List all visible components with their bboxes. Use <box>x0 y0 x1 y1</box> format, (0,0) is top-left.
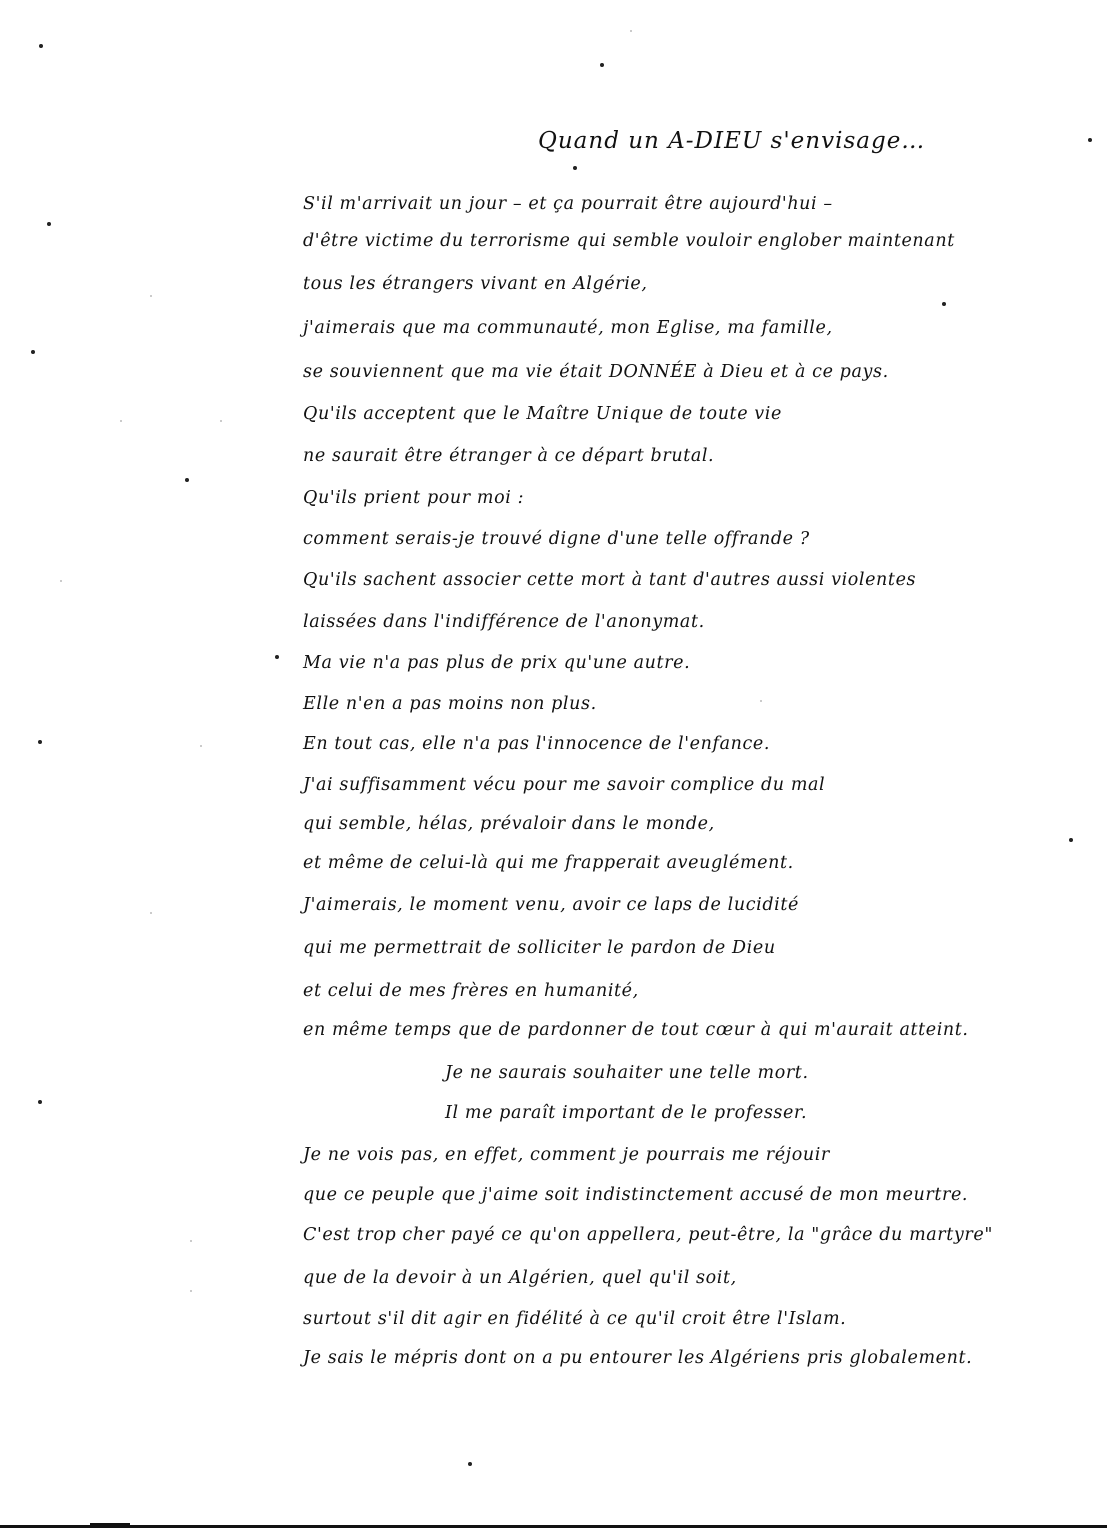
text-line: comment serais-je trouvé digne d'une telle offrande ? <box>303 529 810 549</box>
text-line: ne saurait être étranger à ce départ brutal. <box>303 446 715 466</box>
bottom-edge-line <box>0 1525 1107 1528</box>
scan-speck <box>200 745 202 747</box>
scan-speck <box>38 740 42 744</box>
text-line: Je sais le mépris dont on a pu entourer les Algériens pris globalement. <box>303 1348 973 1368</box>
text-line: En tout cas, elle n'a pas l'innocence de l'enfance. <box>303 734 770 754</box>
text-line: Il me paraît important de le professer. <box>445 1103 808 1123</box>
text-line: J'ai suffisamment vécu pour me savoir complice du mal <box>303 775 826 795</box>
text-line: que de la devoir à un Algérien, quel qu'il soit, <box>303 1268 737 1288</box>
scan-speck <box>600 63 604 67</box>
text-line: Qu'ils prient pour moi : <box>303 488 525 508</box>
text-line: et celui de mes frères en humanité, <box>303 981 639 1001</box>
scan-speck <box>760 700 762 702</box>
text-line: que ce peuple que j'aime soit indistinctement accusé de mon meurtre. <box>303 1185 969 1205</box>
scan-speck <box>39 44 43 48</box>
text-line: se souviennent que ma vie était DONNÉE à Dieu et à ce pays. <box>303 362 889 382</box>
scan-speck <box>31 350 35 354</box>
scan-speck <box>185 478 189 482</box>
scan-speck <box>38 1100 42 1104</box>
text-line: laissées dans l'indifférence de l'anonymat. <box>303 612 705 632</box>
scan-speck <box>1069 838 1073 842</box>
text-line: Qu'ils acceptent que le Maître Unique de toute vie <box>303 404 782 424</box>
text-line: en même temps que de pardonner de tout cœur à qui m'aurait atteint. <box>303 1020 969 1040</box>
text-line: Qu'ils sachent associer cette mort à tant d'autres aussi violentes <box>303 570 917 590</box>
text-line: J'aimerais, le moment venu, avoir ce laps de lucidité <box>303 895 799 915</box>
text-line: tous les étrangers vivant en Algérie, <box>303 274 648 294</box>
scan-speck <box>60 580 62 582</box>
text-line: et même de celui-là qui me frapperait aveuglément. <box>303 853 794 873</box>
scan-speck <box>190 1240 192 1242</box>
text-line: C'est trop cher payé ce qu'on appellera, peut-être, la "grâce du martyre" <box>303 1225 993 1245</box>
page-title: Quand un A-DIEU s'envisage… <box>538 128 926 154</box>
scan-speck <box>1088 138 1092 142</box>
scan-speck <box>120 420 122 422</box>
scan-speck <box>942 302 946 306</box>
scan-speck <box>47 222 51 226</box>
text-line: S'il m'arrivait un jour – et ça pourrait être aujourd'hui – <box>303 194 833 214</box>
text-line: Ma vie n'a pas plus de prix qu'une autre. <box>303 653 691 673</box>
text-line: Elle n'en a pas moins non plus. <box>303 694 597 714</box>
scan-speck <box>220 420 222 422</box>
text-line: Je ne saurais souhaiter une telle mort. <box>445 1063 809 1083</box>
scan-speck <box>275 655 279 659</box>
scan-speck <box>468 1462 472 1466</box>
text-line: j'aimerais que ma communauté, mon Eglise, ma famille, <box>303 318 833 338</box>
scan-speck <box>573 166 577 170</box>
scan-speck <box>150 295 152 297</box>
text-line: Je ne vois pas, en effet, comment je pourrais me réjouir <box>303 1145 830 1165</box>
scan-speck <box>630 30 632 32</box>
text-line: surtout s'il dit agir en fidélité à ce qu'il croit être l'Islam. <box>303 1309 847 1329</box>
bottom-edge-mark <box>90 1523 130 1528</box>
scan-speck <box>190 1290 192 1292</box>
text-line: d'être victime du terrorisme qui semble vouloir englober maintenant <box>303 231 955 251</box>
text-line: qui semble, hélas, prévaloir dans le monde, <box>303 814 715 834</box>
scan-speck <box>150 912 152 914</box>
text-line: qui me permettrait de solliciter le pardon de Dieu <box>303 938 776 958</box>
